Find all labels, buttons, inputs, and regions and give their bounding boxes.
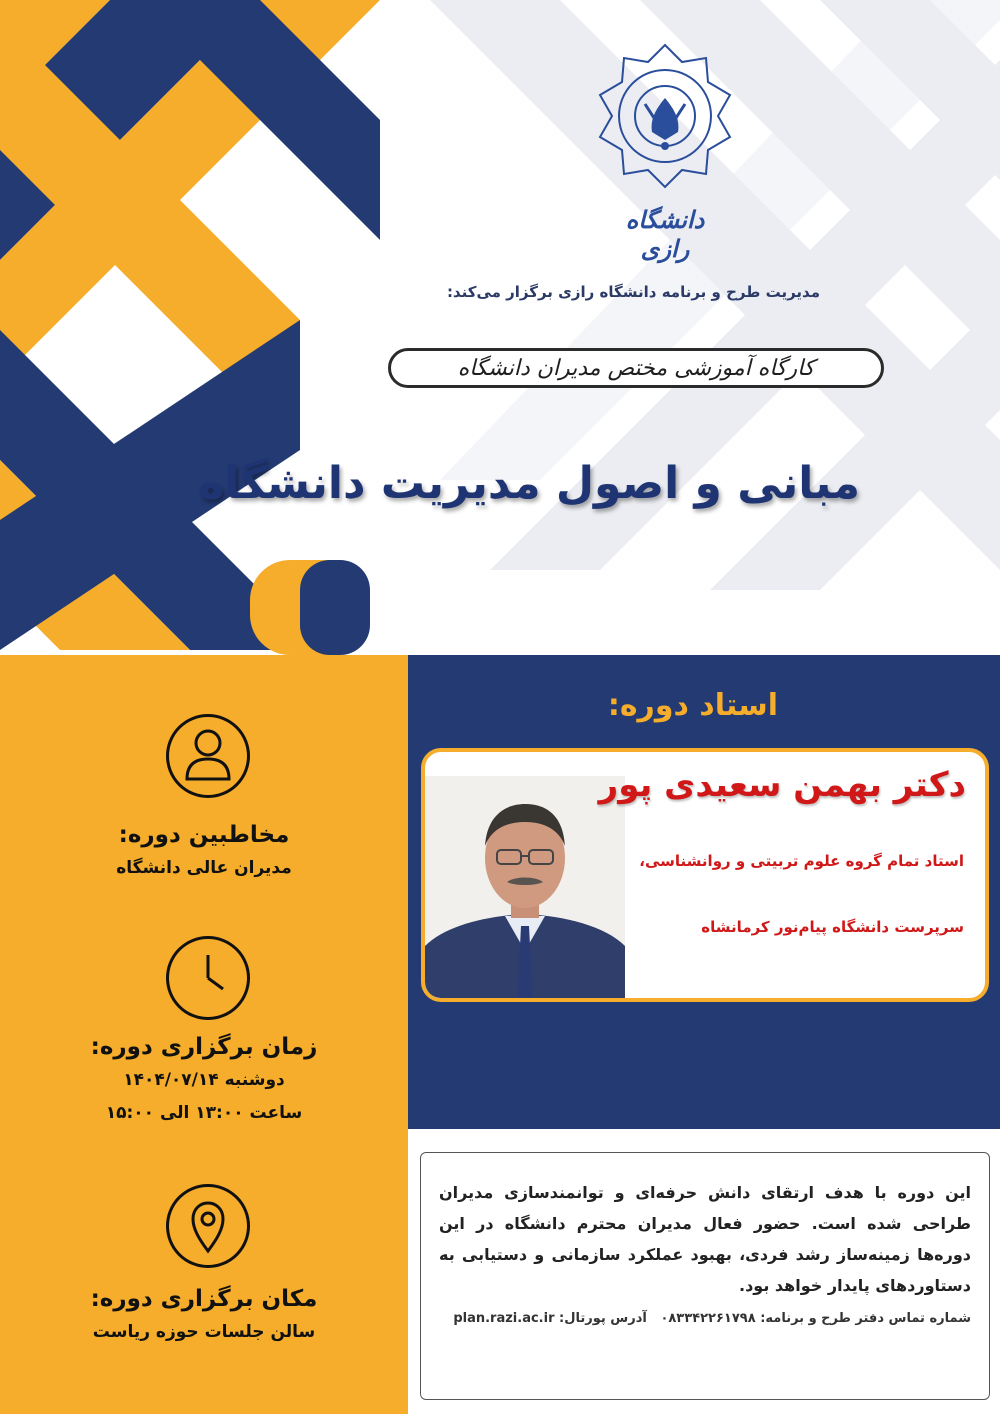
main-title: مبانی و اصول مدیریت دانشگاه [198, 458, 860, 509]
schedule-heading: زمان برگزاری دوره: [90, 1034, 318, 1060]
venue-value: سالن جلسات حوزه ریاست [92, 1322, 316, 1342]
contact-line [439, 1311, 971, 1326]
workshop-label-box [388, 348, 884, 388]
organizer-line: مدیریت طرح و برنامه دانشگاه رازی برگزار می‌کند: [446, 283, 820, 301]
audience-value: مدیران عالی دانشگاه [116, 858, 292, 878]
instructor-photo [425, 776, 625, 1002]
instructor-name: دکتر بهمن سعیدی پور [598, 765, 966, 805]
instructor-title-1: استاد تمام گروه علوم تربیتی و روانشناسی، [639, 852, 964, 870]
background-pattern [0, 0, 1000, 660]
phone-number: ۰۸۳۳۴۲۲۶۱۷۹۸ [660, 1311, 756, 1326]
phone-label: شماره تماس دفتر طرح و برنامه: [760, 1311, 971, 1326]
audience-heading: مخاطبین دوره: [118, 822, 290, 848]
instructor-title-2: سرپرست دانشگاه پیام‌نور کرمانشاه [701, 918, 964, 936]
user-icon [166, 714, 250, 798]
description-box [420, 1152, 990, 1400]
portal-link[interactable]: plan.razi.ac.ir [453, 1311, 555, 1326]
description-text: این دوره با هدف ارتقای دانش حرفه‌ای و توانمندسازی مدیران طراحی شده است. حضور فعال مدیران محترم دانشگاه در این دوره‌ها زمینه‌ساز رشد فردی، بهبود عملکرد سازمانی و دستیابی به دستاوردهای پایدار خواهد بود. [439, 1183, 971, 1295]
logo-caption: دانشگاه رازی [625, 205, 705, 263]
workshop-label: کارگاه آموزشی مختص مدیران دانشگاه [457, 355, 815, 381]
location-pin-icon [166, 1184, 250, 1268]
instructor-heading: استاد دوره: [607, 688, 778, 723]
portal-label: آدرس پورتال: [559, 1311, 647, 1326]
venue-heading: مکان برگزاری دوره: [90, 1286, 318, 1312]
clock-icon [166, 936, 250, 1020]
schedule-time: ساعت ۱۳:۰۰ الی ۱۵:۰۰ [105, 1103, 303, 1123]
schedule-date: دوشنبه ۱۴۰۴/۰۷/۱۴ [123, 1070, 285, 1090]
